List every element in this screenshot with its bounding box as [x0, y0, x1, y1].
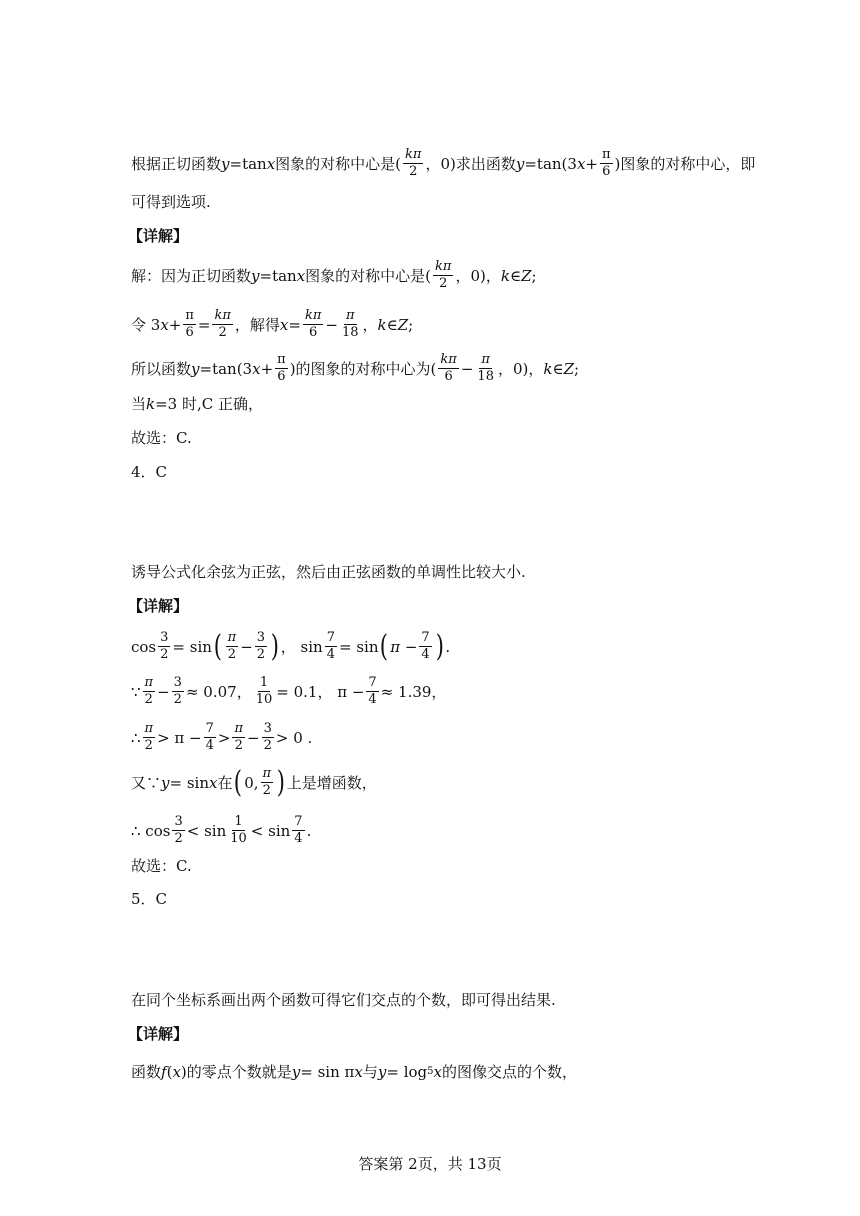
- denominator: 10: [255, 692, 273, 707]
- text: ≈ 0.07，: [185, 682, 252, 701]
- solution-line-2: [131, 309, 413, 340]
- var-z: Z: [521, 266, 532, 285]
- var-y: y: [221, 154, 230, 173]
- text: ∵: [131, 682, 141, 701]
- text: )图象的对称中心，即: [614, 154, 756, 173]
- text: =3 时,C 正确，: [155, 395, 264, 413]
- text: 上是增函数，: [286, 773, 377, 792]
- text: +: [168, 315, 182, 334]
- var-x: x: [172, 1063, 181, 1081]
- denominator: 18: [477, 369, 494, 384]
- numerator: π: [277, 352, 286, 367]
- solution-line-4: [131, 394, 263, 414]
- denominator: 2: [234, 738, 243, 753]
- equation-line-5: [131, 815, 311, 846]
- text: 解：因为正切函数: [131, 266, 252, 285]
- text: 令 3: [131, 315, 161, 334]
- var-x: x: [354, 1063, 363, 1081]
- var-f: f: [161, 1063, 167, 1081]
- text: ，0)，: [455, 266, 501, 285]
- numerator: 1: [234, 814, 243, 829]
- numerator: π: [234, 721, 244, 736]
- text: 【详解】: [128, 1025, 189, 1043]
- text: 所以函数: [131, 359, 192, 378]
- answer-label: [131, 889, 167, 909]
- fraction: [226, 631, 239, 662]
- var-y: y: [161, 773, 170, 792]
- text: 【详解】: [128, 227, 189, 245]
- numerator: π: [481, 352, 490, 367]
- numerator: 3: [174, 814, 183, 829]
- numerator: 7: [421, 630, 430, 645]
- equation-line-1: [131, 628, 451, 664]
- numerator: π: [185, 308, 194, 323]
- var-k: k: [500, 266, 510, 285]
- fraction: [158, 631, 170, 662]
- denominator: 2: [439, 276, 448, 291]
- var-x: x: [160, 315, 169, 334]
- numerator: 7: [326, 630, 335, 645]
- page-footer: 答案第 2页，共 13页: [358, 1155, 502, 1173]
- fraction: [403, 148, 423, 179]
- denominator: 2: [173, 692, 182, 707]
- denominator: 2: [256, 647, 266, 662]
- text: ∈: [552, 359, 564, 378]
- denominator: 4: [326, 647, 335, 662]
- equation-line-4: [131, 764, 377, 800]
- numerator: 3: [256, 630, 266, 645]
- denominator: 2: [174, 831, 183, 846]
- text: ∈: [509, 266, 522, 285]
- fraction: [325, 631, 337, 662]
- detail-label: [128, 596, 188, 616]
- text: π −: [390, 637, 418, 656]
- var-x: x: [252, 359, 261, 378]
- numerator: kπ: [304, 308, 322, 323]
- var-x: x: [433, 1063, 442, 1081]
- choose-line: [131, 428, 192, 448]
- numerator: 3: [263, 721, 272, 736]
- fraction: [303, 309, 323, 340]
- text: = sin: [172, 637, 212, 656]
- numerator: 7: [368, 675, 377, 690]
- text: )的图象的对称中心为(: [289, 359, 437, 378]
- text: ， sin: [280, 637, 323, 656]
- fraction: [262, 722, 274, 753]
- fraction: [261, 767, 274, 798]
- text: ，0)求出函数: [425, 154, 516, 173]
- solution-line-1: [131, 260, 537, 291]
- var-x: x: [296, 266, 306, 285]
- fraction: [204, 722, 216, 753]
- analysis-line: [131, 990, 556, 1010]
- text: 根据正切函数: [131, 154, 222, 173]
- text: = sin: [169, 773, 209, 792]
- analysis-line-2: [131, 192, 211, 212]
- text: ，解得: [234, 315, 280, 334]
- detail-label: [128, 226, 188, 246]
- numerator: π: [345, 308, 355, 323]
- text: .: [306, 821, 312, 840]
- denominator: 4: [205, 738, 214, 753]
- denominator: 2: [409, 164, 418, 179]
- text: > π −: [157, 728, 202, 747]
- text: ，: [362, 315, 378, 334]
- subscript: 5: [427, 1066, 434, 1077]
- text: =: [288, 315, 301, 334]
- denominator: 2: [262, 783, 271, 798]
- fraction: [143, 676, 156, 707]
- text: 的零点个数就是: [186, 1063, 292, 1081]
- text: < sin: [186, 821, 227, 840]
- text: = sin: [338, 637, 379, 656]
- var-x: x: [279, 315, 289, 334]
- fraction: [433, 260, 453, 291]
- var-x: x: [209, 773, 218, 792]
- fraction: [143, 722, 156, 753]
- text: ，0)，: [497, 359, 544, 378]
- text: =tan(3: [199, 359, 253, 378]
- answer-label: [131, 462, 167, 482]
- text: ≈ 1.39，: [380, 682, 447, 701]
- detail-label: [128, 1024, 188, 1044]
- denominator: 2: [227, 647, 237, 662]
- numerator: 1: [259, 675, 269, 690]
- denominator: 6: [309, 325, 318, 340]
- numerator: kπ: [214, 308, 231, 323]
- text: (: [166, 1063, 173, 1081]
- fraction: [419, 631, 431, 662]
- denominator: 4: [294, 831, 303, 846]
- text: 【详解】: [128, 597, 189, 615]
- text: 0,: [244, 773, 259, 792]
- denominator: 10: [230, 831, 247, 846]
- numerator: kπ: [435, 259, 452, 274]
- denominator: 6: [185, 325, 194, 340]
- fraction: [600, 148, 613, 179]
- fraction: [232, 722, 245, 753]
- text: =tan(3: [524, 154, 577, 173]
- var-y: y: [291, 1063, 301, 1081]
- text: = sin π: [300, 1063, 355, 1081]
- fraction: [366, 676, 378, 707]
- denominator: 2: [144, 692, 153, 707]
- right-paren: ): [270, 628, 280, 664]
- text: 与: [362, 1063, 378, 1081]
- text: = log: [386, 1063, 428, 1081]
- var-k: k: [377, 315, 387, 334]
- var-x: x: [266, 154, 276, 173]
- text: 5．C: [131, 890, 168, 908]
- analysis-line-1: [131, 148, 755, 179]
- denominator: 18: [341, 325, 359, 340]
- left-paren: (: [213, 628, 222, 664]
- numerator: π: [602, 147, 611, 162]
- text: = 0.1， π −: [276, 682, 365, 701]
- text: ;: [408, 315, 414, 334]
- var-y: y: [515, 154, 525, 173]
- text: =tan: [259, 266, 297, 285]
- text: .: [445, 637, 451, 656]
- text: 在同个坐标系画出两个函数可得它们交点的个数，即可得出结果.: [131, 991, 556, 1009]
- text: −: [240, 637, 253, 656]
- numerator: 7: [205, 721, 214, 736]
- text: 故选：C.: [131, 857, 192, 875]
- fraction: [254, 676, 275, 707]
- text: cos: [131, 637, 157, 656]
- text: 故选：C.: [131, 429, 192, 447]
- denominator: 6: [277, 369, 286, 384]
- left-paren: (: [380, 628, 389, 664]
- left-paren: (: [234, 764, 243, 800]
- text: −: [247, 728, 260, 747]
- fraction: [475, 353, 496, 384]
- numerator: π: [262, 766, 272, 781]
- numerator: kπ: [440, 352, 457, 367]
- denominator: 4: [421, 647, 430, 662]
- numerator: π: [144, 721, 154, 736]
- denominator: 2: [160, 647, 169, 662]
- fraction: [172, 676, 184, 707]
- var-z: Z: [563, 359, 575, 378]
- text: ): [180, 1063, 187, 1081]
- text: +: [260, 359, 274, 378]
- choose-line: [131, 856, 192, 876]
- text: −: [325, 315, 338, 334]
- var-y: y: [251, 266, 260, 285]
- text: +: [585, 154, 598, 173]
- right-paren: ): [435, 628, 444, 664]
- solution-line-3: [131, 353, 579, 384]
- text: ;: [531, 266, 537, 285]
- var-x: x: [576, 154, 586, 173]
- fraction: [172, 815, 184, 846]
- fraction: [212, 309, 232, 340]
- text: =: [197, 315, 211, 334]
- numerator: π: [227, 630, 237, 645]
- fraction: [275, 353, 288, 384]
- var-z: Z: [397, 315, 409, 334]
- text: −: [157, 682, 170, 701]
- fraction: [228, 815, 249, 846]
- text: >: [217, 728, 231, 747]
- denominator: 6: [444, 369, 453, 384]
- text: ∈: [386, 315, 398, 334]
- denominator: 2: [263, 738, 272, 753]
- text: =tan: [229, 154, 267, 173]
- text: ;: [574, 359, 580, 378]
- analysis-line: [131, 562, 526, 582]
- var-k: k: [146, 395, 156, 413]
- text: 可得到选项.: [131, 193, 211, 211]
- numerator: kπ: [405, 147, 422, 162]
- text: 当: [131, 395, 147, 413]
- text: 诱导公式化余弦为正弦，然后由正弦函数的单调性比较大小.: [131, 563, 526, 581]
- text: 图象的对称中心是(: [305, 266, 432, 285]
- numerator: 7: [294, 814, 303, 829]
- text: < sin: [250, 821, 291, 840]
- var-y: y: [377, 1063, 387, 1081]
- text: 又∵: [131, 773, 162, 792]
- text: ∴: [131, 728, 141, 747]
- text: > 0 .: [275, 728, 313, 747]
- denominator: 6: [602, 164, 611, 179]
- right-paren: ): [276, 764, 286, 800]
- var-k: k: [543, 359, 553, 378]
- fraction: [183, 309, 196, 340]
- equation-line-2: [131, 676, 446, 707]
- text: 图象的对称中心是(: [275, 154, 402, 173]
- equation-line-3: [131, 722, 312, 753]
- numerator: π: [144, 675, 154, 690]
- text: ∴ cos: [131, 821, 171, 840]
- text: −: [460, 359, 474, 378]
- var-y: y: [191, 359, 200, 378]
- fraction: [340, 309, 361, 340]
- denominator: 2: [218, 325, 227, 340]
- text: 的图像交点的个数，: [441, 1063, 577, 1081]
- fraction: [438, 353, 458, 384]
- denominator: 2: [144, 738, 153, 753]
- denominator: 4: [368, 692, 377, 707]
- numerator: 3: [173, 675, 182, 690]
- numerator: 3: [160, 630, 169, 645]
- fraction: [292, 815, 304, 846]
- fraction: [255, 631, 267, 662]
- text: 在: [217, 773, 233, 792]
- text: 4．C: [131, 463, 168, 481]
- solution-line-1: [131, 1062, 577, 1082]
- text: 函数: [131, 1063, 162, 1081]
